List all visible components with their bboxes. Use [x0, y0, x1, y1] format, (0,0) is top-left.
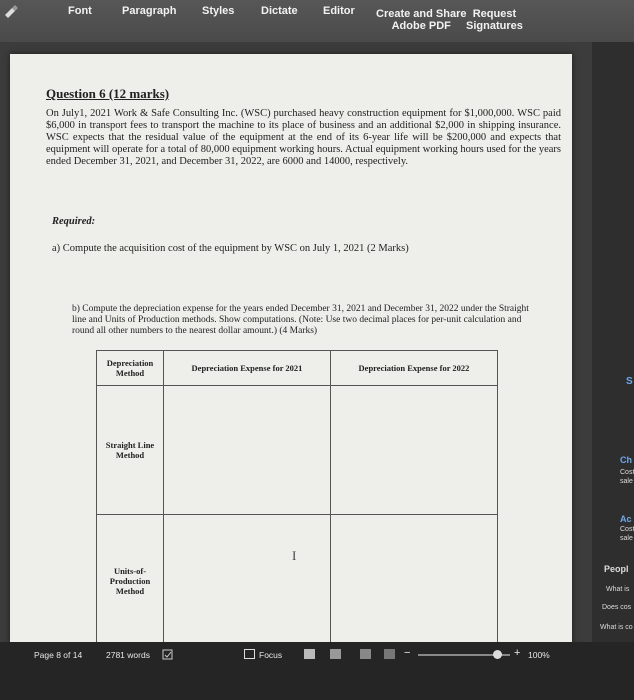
adobe-pdf-label: Adobe PDF — [391, 20, 451, 32]
zoom-level[interactable]: 100% — [528, 650, 550, 660]
dictate-button[interactable]: Dictate — [261, 5, 298, 17]
side-line-4: sale — [620, 478, 633, 485]
request-signatures-button[interactable] — [466, 8, 523, 32]
header-method: Depreciation Method — [97, 351, 164, 386]
cell-straight-line-2022[interactable] — [331, 386, 498, 515]
editor-button[interactable]: Editor — [323, 5, 355, 17]
zoom-slider-knob[interactable] — [493, 650, 502, 659]
status-bar — [0, 642, 634, 700]
side-line-2[interactable]: Ch — [620, 455, 632, 465]
part-a-text: a) Compute the acquisition cost of the equipment by WSC on July 1, 2021 (2 Marks) — [52, 243, 409, 254]
create-share-label: Create and Share — [376, 8, 467, 20]
font-menu[interactable]: Font — [68, 5, 92, 17]
part-b-text: b) Compute the depreciation expense for the years ended December 31, 2021 and December 31, 2022 under the Straight line and Units of Production methods. Show computations. (Note: Use two decimal places for per-unit calculation and round all other numbers to the nearest dollar amount.) (4 Marks) — [72, 304, 529, 336]
header-2022: Depreciation Expense for 2022 — [331, 351, 498, 386]
ribbon-toolbar — [0, 0, 634, 42]
paragraph-menu[interactable]: Paragraph — [122, 5, 177, 17]
side-panel[interactable] — [592, 42, 634, 642]
cell-straight-line-2021[interactable] — [164, 386, 331, 515]
focus-icon[interactable] — [244, 649, 255, 659]
create-share-pdf-button[interactable] — [376, 8, 466, 32]
people-heading: Peopl — [604, 564, 629, 574]
zoom-slider[interactable] — [418, 654, 510, 656]
row-straight-line: Straight Line Method — [97, 386, 164, 515]
question-body: On July1, 2021 Work & Safe Consulting Inc. (WSC) purchased heavy construction equipment for $1,000,000. WSC paid $6,000 in transport fees to transport the machine to its place of business and an additional $2,000 in shipping insurance. WSC expects that the residual value of the equipment at the end of its 6-year life will be $200,000 and expects that equipment will operate for a total of 80,000 equipment working hours. Actual equipment working hours used for the years ended December 31, 2021, and December 31, 2022, are 6000 and 14000, respectively. — [46, 108, 561, 167]
zoom-in-icon[interactable]: + — [514, 647, 521, 659]
row-units-of-production: Units-of-Production Method — [97, 514, 164, 647]
side-line-6: Cost — [620, 526, 634, 533]
side-line-7: sale — [620, 535, 633, 542]
cell-units-2022[interactable] — [331, 514, 498, 647]
print-layout-icon[interactable] — [304, 649, 315, 659]
side-line-1: S — [626, 376, 633, 387]
side-line-11[interactable]: What is co — [600, 624, 633, 631]
side-line-9[interactable]: What is — [606, 586, 630, 593]
format-painter-icon[interactable] — [2, 4, 20, 20]
required-heading: Required: — [52, 216, 96, 227]
text-cursor-icon: I — [292, 548, 297, 563]
side-line-10[interactable]: Does cos — [602, 604, 632, 611]
header-2021: Depreciation Expense for 2021 — [164, 351, 331, 386]
document-page[interactable] — [10, 54, 572, 654]
proofing-icon[interactable] — [162, 649, 173, 660]
request-label: Request — [472, 8, 517, 20]
web-layout-icon[interactable] — [330, 649, 341, 659]
depreciation-table — [96, 350, 498, 648]
outline-view-icon[interactable] — [360, 649, 371, 659]
word-count[interactable]: 2781 words — [106, 650, 150, 660]
focus-button[interactable]: Focus — [259, 650, 283, 660]
zoom-out-icon[interactable]: − — [404, 647, 411, 659]
question-title: Question 6 (12 marks) — [46, 86, 170, 101]
cell-units-2021[interactable] — [164, 514, 331, 647]
side-line-5[interactable]: Ac — [620, 514, 632, 524]
styles-menu[interactable]: Styles — [202, 5, 235, 17]
page-count[interactable]: Page 8 of 14 — [34, 650, 83, 660]
signatures-label: Signatures — [466, 20, 523, 32]
side-line-3: Cost — [620, 469, 634, 476]
document-canvas[interactable] — [0, 42, 634, 642]
draft-view-icon[interactable] — [384, 649, 395, 659]
